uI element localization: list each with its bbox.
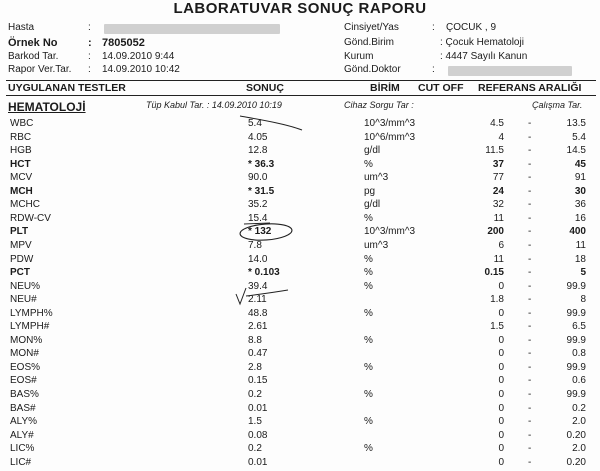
test-name: MCV [10, 172, 33, 184]
ref-high: 18 [574, 253, 586, 265]
ref-low: 6 [498, 239, 504, 251]
test-name: EOS% [10, 361, 41, 373]
test-name: BAS% [10, 389, 39, 400]
test-name: MCH [10, 185, 33, 197]
ref-low: 0 [498, 307, 504, 319]
ref-low: 37 [492, 158, 504, 170]
ref-dash: - [528, 402, 532, 414]
test-unit: % [364, 389, 373, 400]
report-date-colon: : [88, 64, 91, 75]
test-result: 2.61 [248, 321, 268, 333]
test-result: 15.4 [248, 212, 268, 224]
col-reference: REFERANS ARALIĞI [478, 82, 582, 94]
test-result: 1.5 [248, 416, 262, 428]
patient-colon: : [88, 22, 91, 33]
sample-no-colon: : [88, 37, 92, 49]
tube-accept-date: Tüp Kabul Tar. : 14.09.2010 10:19 [146, 100, 282, 110]
ref-high: 8 [580, 294, 586, 306]
ref-low: 0.15 [484, 267, 504, 279]
test-result: 0.2 [248, 443, 262, 455]
ref-high: 0.6 [572, 375, 586, 387]
test-unit: 10^3/mm^3 [364, 226, 416, 238]
test-unit: um^3 [364, 172, 389, 184]
ref-high: 2.0 [572, 443, 586, 455]
barcode-date-label: Barkod Tar. [8, 51, 59, 62]
ref-high: 0.20 [566, 456, 586, 468]
test-unit: % [364, 443, 373, 455]
test-result: 14.0 [248, 253, 268, 265]
ref-low: 0 [498, 334, 504, 346]
test-result: 48.8 [248, 307, 268, 319]
test-unit: 10^6/mm^3 [364, 131, 416, 143]
test-name: MON# [10, 348, 39, 360]
work-date: Çalışma Tar. [532, 100, 583, 110]
test-result: 2.8 [248, 361, 262, 373]
test-unit: % [364, 158, 373, 170]
report-date-label: Rapor Ver.Tar. [8, 64, 72, 75]
test-unit: % [364, 212, 373, 224]
ref-dash: - [528, 443, 532, 455]
test-result: 0.15 [248, 375, 268, 387]
col-unit: BİRİM [370, 82, 400, 94]
test-result: 4.05 [248, 131, 268, 143]
ref-dash: - [528, 375, 532, 387]
neu-check-mark [236, 288, 288, 304]
institution-label: Kurum [344, 51, 374, 62]
ref-dash: - [528, 429, 532, 441]
test-unit: um^3 [364, 239, 389, 251]
ref-low: 11 [493, 253, 504, 265]
gender-age-label: Cinsiyet/Yas [344, 22, 399, 33]
test-name: BAS# [10, 402, 36, 414]
test-result: 39.4 [248, 280, 268, 292]
ref-high: 16 [574, 212, 586, 224]
ref-high: 0.8 [572, 348, 586, 360]
test-result: * 36.3 [248, 158, 275, 170]
test-result: 2.11 [248, 294, 267, 306]
ref-dash: - [528, 307, 532, 319]
ref-low: 0 [498, 416, 504, 428]
ref-dash: - [528, 131, 532, 143]
ref-dash: - [528, 185, 532, 197]
ref-low: 11 [493, 212, 504, 224]
test-result: 8.8 [248, 334, 262, 346]
ref-low: 0 [498, 456, 504, 468]
ref-low: 0 [498, 389, 504, 400]
sending-unit-value: : Çocuk Hematoloji [440, 37, 524, 48]
ref-dash: - [528, 416, 532, 428]
ref-dash: - [528, 280, 532, 292]
test-name: RBC [10, 131, 32, 143]
ref-low: 0 [498, 443, 504, 455]
ref-dash: - [528, 253, 532, 265]
ref-dash: - [528, 294, 532, 306]
ref-high: 99.9 [566, 361, 586, 373]
ref-dash: - [528, 361, 532, 373]
test-name: WBC [10, 118, 34, 129]
col-result: SONUÇ [246, 82, 284, 94]
ref-dash: - [528, 158, 532, 170]
test-unit: g/dl [364, 199, 381, 211]
ref-high: 11 [575, 239, 586, 251]
ref-high: 5.4 [572, 131, 586, 143]
test-name: NEU# [10, 294, 37, 306]
test-result: 0.2 [248, 389, 262, 400]
wbc-strike-mark [240, 116, 302, 130]
test-result: 90.0 [248, 172, 268, 184]
device-query-date: Cihaz Sorgu Tar : [344, 100, 414, 110]
test-unit: % [364, 307, 373, 319]
report-title: LABORATUVAR SONUÇ RAPORU [173, 0, 427, 17]
test-name: MPV [10, 239, 32, 251]
ref-dash: - [528, 212, 532, 224]
gender-age-value: ÇOCUK , 9 [446, 22, 497, 33]
ref-dash: - [528, 199, 532, 211]
test-name: ALY# [10, 429, 34, 441]
ref-high: 400 [569, 226, 586, 238]
ref-low: 1.5 [490, 321, 504, 333]
test-result: 7.8 [248, 239, 262, 251]
ref-dash: - [528, 321, 532, 333]
ref-dash: - [528, 118, 532, 129]
ref-low: 0 [498, 402, 504, 414]
institution-value: : 4447 Sayılı Kanun [440, 51, 528, 62]
test-unit: % [364, 361, 373, 373]
ref-low: 24 [492, 185, 504, 197]
ref-high: 99.9 [566, 307, 586, 319]
ref-dash: - [528, 145, 532, 157]
sending-doctor-label: Gönd.Doktor [344, 64, 401, 75]
ref-high: 99.9 [566, 280, 586, 292]
test-result: 0.01 [248, 402, 268, 414]
barcode-date-colon: : [88, 51, 91, 62]
test-result: * 31.5 [248, 185, 275, 197]
plt-circle-mark [240, 222, 293, 242]
test-result: 0.01 [248, 456, 268, 468]
ref-dash: - [528, 267, 532, 279]
ref-dash: - [528, 226, 532, 238]
test-name: NEU% [10, 280, 41, 292]
ref-dash: - [528, 348, 532, 360]
test-unit: % [364, 267, 373, 279]
test-result: 12.8 [248, 145, 268, 157]
ref-dash: - [528, 239, 532, 251]
test-unit: % [364, 334, 373, 346]
test-unit: 10^3/mm^3 [364, 118, 416, 129]
ref-dash: - [528, 334, 532, 346]
section-hematology: HEMATOLOJİ [8, 100, 86, 114]
ref-dash: - [528, 456, 532, 468]
test-name: PLT [10, 226, 29, 238]
ref-low: 4 [498, 131, 504, 143]
ref-high: 2.0 [572, 416, 586, 428]
ref-high: 99.9 [566, 389, 586, 400]
test-result: * 132 [248, 226, 272, 238]
ref-high: 0.20 [566, 429, 586, 441]
sample-no-value: 7805052 [102, 37, 145, 49]
test-unit: % [364, 280, 373, 292]
test-name: EOS# [10, 375, 37, 387]
ref-low: 32 [492, 199, 504, 211]
test-name: HCT [10, 158, 31, 170]
ref-high: 30 [574, 185, 586, 197]
ref-high: 45 [574, 158, 586, 170]
test-name: RDW-CV [10, 212, 51, 224]
gender-age-colon: : [432, 22, 435, 33]
ref-high: 13.5 [566, 118, 586, 129]
test-unit: % [364, 253, 373, 265]
test-name: LYMPH% [10, 307, 53, 319]
test-name: HGB [10, 145, 32, 157]
ref-low: 0 [498, 375, 504, 387]
sample-no-label: Örnek No [8, 37, 58, 49]
col-tests: UYGULANAN TESTLER [8, 82, 126, 94]
test-result: 0.47 [248, 348, 268, 360]
test-result: 0.08 [248, 429, 268, 441]
ref-low: 0 [498, 280, 504, 292]
test-unit: % [364, 416, 373, 428]
ref-high: 91 [574, 172, 586, 184]
ref-low: 77 [492, 172, 504, 184]
ref-high: 6.5 [572, 321, 586, 333]
sending-doctor-colon: : [432, 64, 435, 75]
ref-low: 11.5 [485, 145, 504, 157]
ref-low: 4.5 [490, 118, 504, 129]
test-name: LIC# [10, 456, 32, 468]
barcode-date-value: 14.09.2010 9:44 [102, 51, 175, 62]
ref-high: 99.9 [566, 334, 586, 346]
sending-unit-label: Gönd.Birim [344, 37, 395, 48]
report-date-value: 14.09.2010 10:42 [102, 64, 180, 75]
test-name: ALY% [10, 416, 38, 428]
test-name: PCT [10, 267, 30, 279]
ref-high: 5 [580, 267, 586, 279]
ref-high: 36 [574, 199, 586, 211]
test-name: MCHC [10, 199, 40, 211]
ref-low: 0 [498, 361, 504, 373]
ref-high: 0.2 [572, 402, 586, 414]
test-unit: pg [364, 185, 376, 197]
ref-low: 0 [498, 348, 504, 360]
test-result: 35.2 [248, 199, 268, 211]
test-name: LYMPH# [10, 321, 50, 333]
ref-low: 200 [487, 226, 504, 238]
test-name: MON% [10, 334, 43, 346]
col-cutoff: CUT OFF [418, 82, 464, 94]
ref-high: 14.5 [566, 145, 586, 157]
ref-low: 0 [498, 429, 504, 441]
test-unit: g/dl [364, 145, 381, 157]
test-result: 5.4 [248, 118, 262, 129]
test-name: PDW [10, 253, 34, 265]
ref-low: 1.8 [490, 294, 504, 306]
test-result: * 0.103 [248, 267, 280, 279]
ref-dash: - [528, 389, 532, 400]
patient-label: Hasta [8, 22, 35, 33]
ref-dash: - [528, 172, 532, 184]
test-name: LIC% [10, 443, 35, 455]
